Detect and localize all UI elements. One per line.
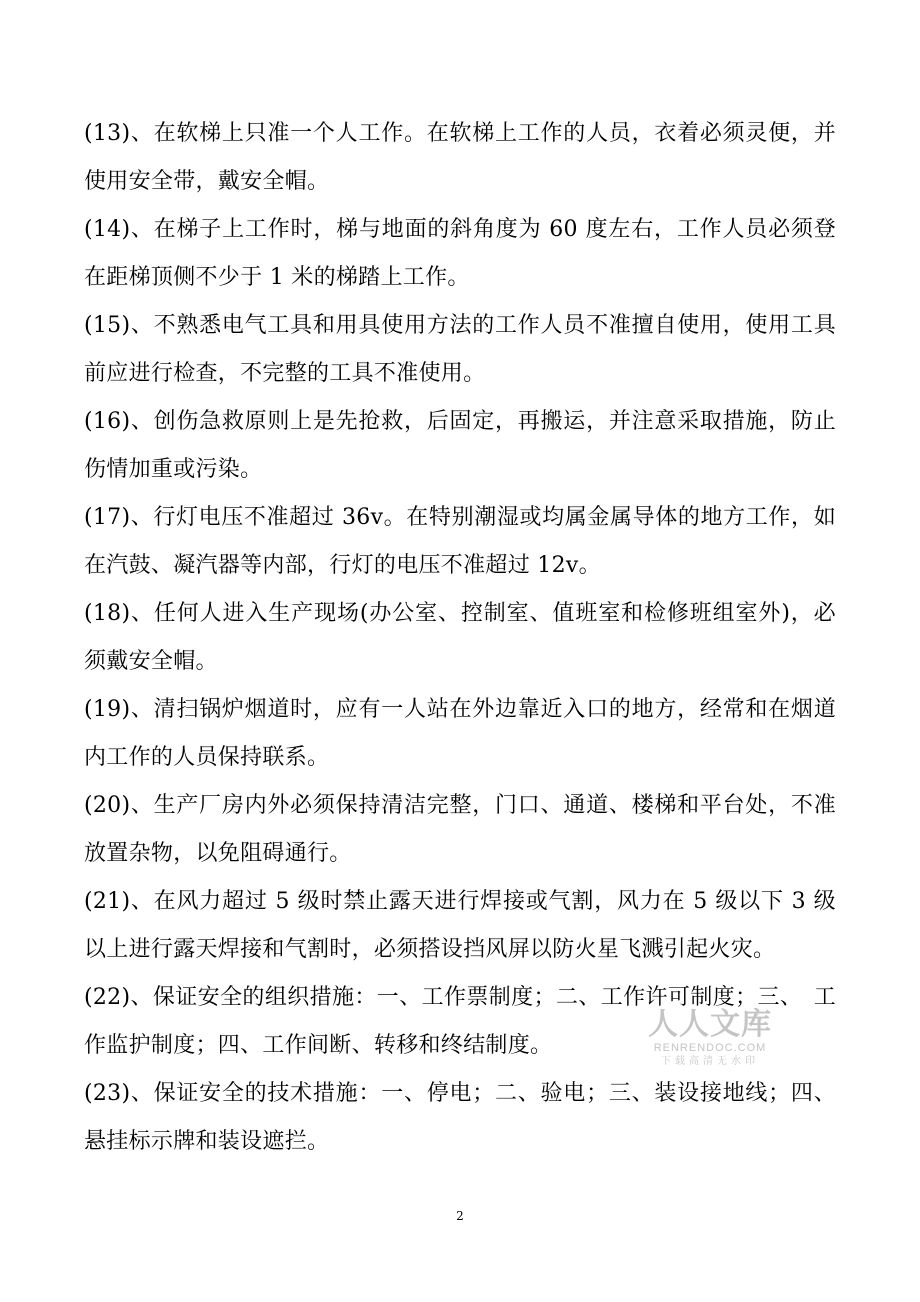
watermark-subtitle: 下载高清无水印 xyxy=(661,1056,759,1067)
rule-item-14: (14)、在梯子上工作时，梯与地面的斜角度为 60 度左右，工作人员必须登在距梯顶侧不少于 1 米的梯踏上工作。 xyxy=(84,217,836,290)
rule-item-15: (15)、不熟悉电气工具和用具使用方法的工作人员不准擅自使用，使用工具前应进行检查，不完整的工具不准使用。 xyxy=(84,313,836,386)
rule-item-17: (17)、行灯电压不准超过 36v。在特别潮湿或均属金属导体的地方工作，如在汽鼓、凝汽器等内部，行灯的电压不准超过 12v。 xyxy=(84,505,836,578)
rule-item-23: (23)、保证安全的技术措施：一、停电；二、验电；三、装设接地线；四、悬挂标示牌和装设遮拦。 xyxy=(84,1081,836,1154)
rule-item-18: (18)、任何人进入生产现场(办公室、控制室、值班室和检修班组室外)，必须戴安全帽。 xyxy=(84,601,836,674)
watermark-url: RENRENDOC.COM xyxy=(653,1042,767,1054)
watermark-logo xyxy=(648,1008,772,1068)
page-number: 2 xyxy=(456,1209,464,1223)
rule-item-21: (21)、在风力超过 5 级时禁止露天进行焊接或气割，风力在 5 级以下 3 级以上进行露天焊接和气割时，必须搭设挡风屏以防火星飞溅引起火灾。 xyxy=(84,889,836,962)
rule-item-22: (22)、保证安全的组织措施：一、工作票制度；二、工作许可制度；三、 工作监护制度；四、工作间断、转移和终结制度。 xyxy=(84,985,836,1058)
rule-item-13: (13)、在软梯上只准一个人工作。在软梯上工作的人员，衣着必须灵便，并使用安全带，戴安全帽。 xyxy=(84,121,836,194)
watermark-title: 人人文库 xyxy=(648,1007,772,1042)
rule-item-16: (16)、创伤急救原则上是先抢救，后固定，再搬运，并注意采取措施，防止伤情加重或污染。 xyxy=(84,409,836,482)
rule-item-19: (19)、清扫锅炉烟道时，应有一人站在外边靠近入口的地方，经常和在烟道内工作的人员保持联系。 xyxy=(84,697,836,770)
rule-item-20: (20)、生产厂房内外必须保持清洁完整，门口、通道、楼梯和平台处，不准放置杂物，以免阻碍通行。 xyxy=(84,793,836,866)
